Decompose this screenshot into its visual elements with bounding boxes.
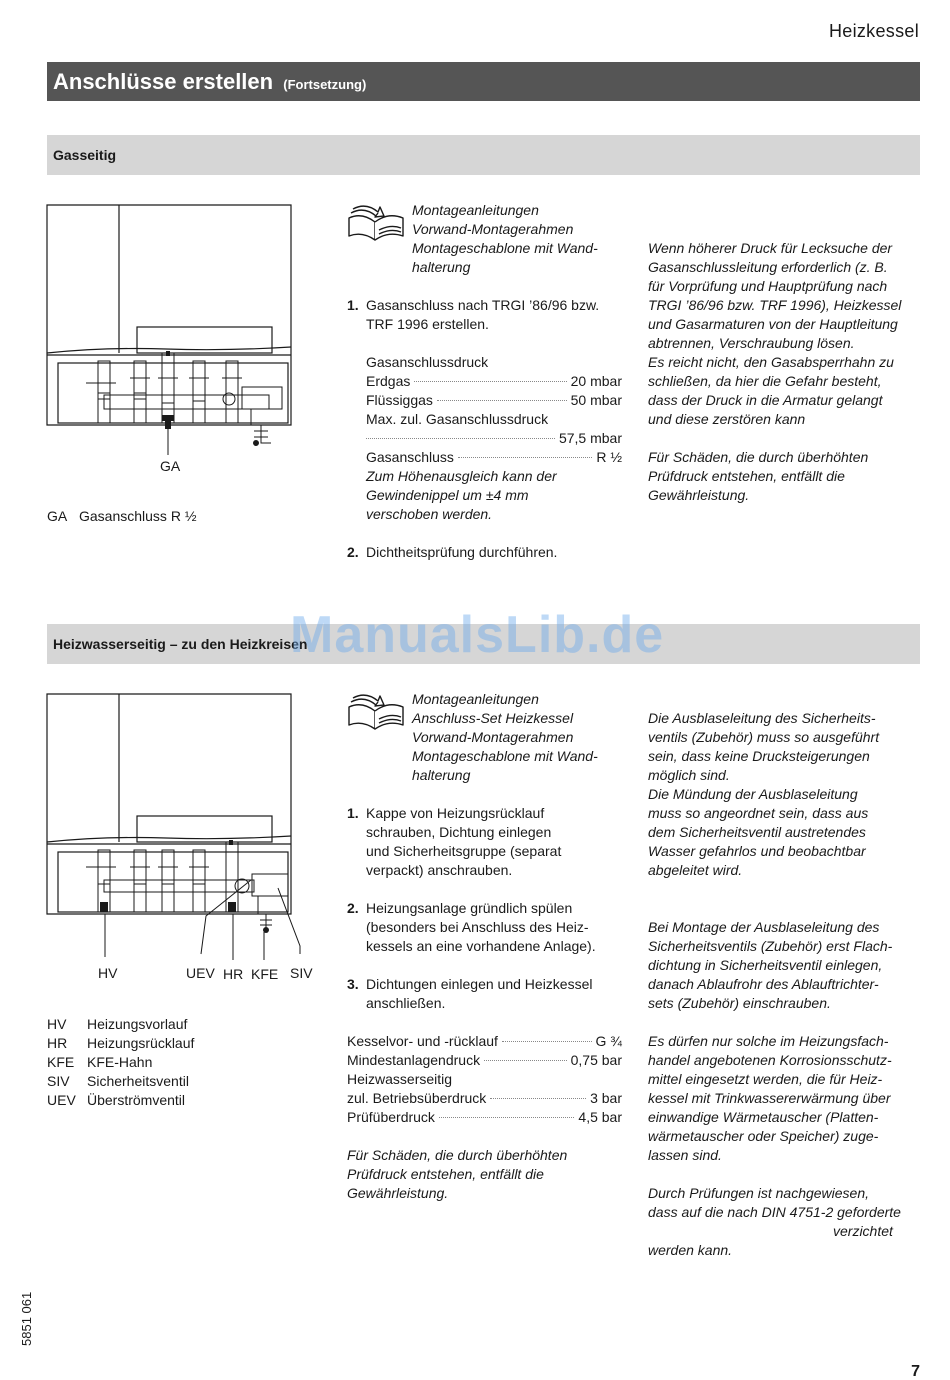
note-line: schließen, da hier die Gefahr besteht,	[648, 373, 882, 389]
step-text-line: Kappe von Heizungsrücklauf	[366, 805, 545, 821]
diagram-label-hr: HR	[223, 966, 244, 982]
page-subtitle: (Fortsetzung)	[283, 77, 367, 92]
spec-label: Kesselvor- und -rücklauf	[347, 1033, 498, 1049]
legend-text: Sicherheitsventil	[87, 1073, 189, 1089]
note-line: Die Mündung der Ausblaseleitung	[648, 786, 858, 802]
note-line: ventils (Zubehör) muss so ausgeführt	[648, 729, 880, 745]
note-line: verzichtet	[833, 1223, 893, 1239]
note-line: dass der Druck in die Armatur gelangt	[648, 392, 883, 408]
note-line: einwandige Wärmetauscher (Platten-	[648, 1109, 879, 1125]
step-1	[347, 296, 622, 524]
step-text-line: und Sicherheitsgruppe (separat	[366, 843, 562, 859]
step-number: 1.	[347, 297, 359, 313]
note-line: Bei Montage der Ausblaseleitung des	[648, 919, 880, 935]
water-notes	[648, 709, 933, 1260]
instructions-line: Montageanleitungen	[412, 202, 539, 218]
warranty-line: Prüfdruck entstehen, entfällt die	[347, 1166, 544, 1182]
gas-connection-diagram	[46, 203, 298, 475]
spec-betrieb	[347, 1089, 622, 1108]
pressure-heading: Gasanschlussdruck	[366, 354, 489, 370]
note-line: sets (Zubehör) einschrauben.	[648, 995, 831, 1011]
spec-label: Max. zul. Gasanschlussdruck	[366, 411, 549, 427]
step-text-line: (besonders bei Anschluss des Heiz-	[366, 919, 589, 935]
running-header: Heizkessel	[828, 21, 919, 41]
book-icon	[346, 689, 408, 731]
note-line: Es reicht nicht, den Gasabsperrhahn zu	[648, 354, 894, 370]
step-text-line: Dichtungen einlegen und Heizkessel	[366, 976, 593, 992]
step-text-line: TRF 1996 erstellen.	[366, 316, 489, 332]
gas-steps	[347, 296, 622, 562]
note-line: und Gasarmaturen von der Hauptleitung	[648, 316, 898, 332]
spec-value: 20 mbar	[570, 373, 622, 389]
legend-code: KFE	[47, 1054, 75, 1070]
legend-text: Überströmventil	[87, 1092, 186, 1108]
instructions-line: Vorwand-Montagerahmen	[412, 729, 574, 745]
legend-row	[47, 1034, 307, 1053]
note-line: für Vorprüfung und Hauptprüfung nach	[648, 278, 888, 294]
note-line: muss so angeordnet sein, dass aus	[648, 805, 869, 821]
note-line: möglich sind.	[648, 767, 730, 783]
note-line: dass auf die nach DIN 4751-2 geforderte	[648, 1204, 901, 1220]
legend-row	[47, 1015, 307, 1034]
gas-diagram-label: GA	[160, 458, 181, 474]
section-heading-gas: Gasseitig	[47, 135, 920, 175]
gas-notes	[648, 239, 933, 505]
note-line: Durch Prüfungen ist nachgewiesen,	[648, 1185, 870, 1201]
note-line: TRGI ’86/96 bzw. TRF 1996), Heizkessel	[648, 297, 902, 313]
step-note-line: verschoben werden.	[366, 506, 493, 522]
step-2	[347, 899, 622, 956]
step-number: 2.	[347, 544, 359, 560]
watermark: ManualsLib.de	[290, 606, 665, 664]
spec-label: zul. Betriebsüberdruck	[347, 1090, 487, 1106]
spec-mindest	[347, 1051, 622, 1070]
step-text-line: anschließen.	[366, 995, 446, 1011]
legend-row	[47, 1053, 307, 1072]
book-icon	[346, 200, 408, 242]
note-line: Die Ausblaseleitung des Sicherheits-	[648, 710, 876, 726]
water-connection-diagram	[46, 692, 318, 964]
spec-label: Gasanschluss	[366, 449, 454, 465]
spec-erdgas	[366, 372, 622, 391]
gas-instructions	[412, 201, 632, 277]
spec-label: Heizwasserseitig	[347, 1071, 453, 1087]
diagram-label-siv: SIV	[290, 965, 313, 981]
page-title: Anschlüsse erstellen	[53, 69, 274, 94]
water-steps	[347, 804, 622, 1203]
gas-legend	[47, 507, 307, 526]
legend-code: UEV	[47, 1092, 76, 1108]
spec-kessel	[347, 1032, 622, 1051]
section-heading-water: Heizwasserseitig – zu den Heizkreisen	[47, 624, 920, 664]
water-legend	[47, 1015, 307, 1110]
legend-text: KFE-Hahn	[87, 1054, 153, 1070]
legend-text: Heizungsrücklauf	[87, 1035, 195, 1051]
spec-fluessiggas	[366, 391, 622, 410]
spec-value: 57,5 mbar	[558, 430, 622, 446]
step-text-line: Gasanschluss nach TRGI ’86/96 bzw.	[366, 297, 600, 313]
document-code: 5851 061	[19, 1291, 34, 1346]
step-number: 1.	[347, 805, 359, 821]
legend-code: HV	[47, 1016, 67, 1032]
note-line: mittel eingesetzt werden, die für Heiz-	[648, 1071, 883, 1087]
step-text-line: kessels an eine vorhandene Anlage).	[366, 938, 596, 954]
page-title-bar	[47, 62, 920, 101]
note-line: kessel mit Trinkwassererwärmung über	[648, 1090, 891, 1106]
step-number: 2.	[347, 900, 359, 916]
step-text-line: verpackt) anschrauben.	[366, 862, 513, 878]
spec-pruef	[347, 1108, 622, 1127]
note-line: Gewährleistung.	[648, 487, 750, 503]
diagram-label-hv: HV	[98, 965, 118, 981]
spec-label: Erdgas	[366, 373, 411, 389]
step-text-line: schrauben, Dichtung einlegen	[366, 824, 552, 840]
step-1	[347, 804, 622, 880]
note-line: wärmetauscher oder Speicher) zuge-	[648, 1128, 879, 1144]
warranty-line: Für Schäden, die durch überhöhten	[347, 1147, 568, 1163]
note-line: und diese zerstören kann	[648, 411, 806, 427]
note-line: Prüfdruck entstehen, entfällt die	[648, 468, 845, 484]
spec-value: G ¾	[595, 1033, 622, 1049]
legend-row	[47, 1091, 307, 1110]
instructions-line: halterung	[412, 259, 471, 275]
spec-label: Flüssiggas	[366, 392, 433, 408]
note-line: danach Ablaufrohr des Ablauftrichter-	[648, 976, 879, 992]
spec-value: 4,5 bar	[578, 1109, 622, 1125]
legend-row	[47, 507, 307, 526]
legend-code: SIV	[47, 1073, 70, 1089]
step-note-line: Zum Höhenausgleich kann der	[366, 468, 557, 484]
note-line: lassen sind.	[648, 1147, 722, 1163]
legend-row	[47, 1072, 307, 1091]
instructions-line: Montageschablone mit Wand-	[412, 748, 598, 764]
warranty-line: Gewährleistung.	[347, 1185, 449, 1201]
note-line: abgeleitet wird.	[648, 862, 743, 878]
note-line: Wenn höherer Druck für Lecksuche der	[648, 240, 893, 256]
spec-label: Mindestanlagendruck	[347, 1052, 481, 1068]
step-note-line: Gewindenippel um ±4 mm	[366, 487, 529, 503]
note-line: handel angebotenen Korrosionsschutz-	[648, 1052, 892, 1068]
note-line: werden kann.	[648, 1242, 733, 1258]
note-line: Gasanschlussleitung erforderlich (z. B.	[648, 259, 888, 275]
note-line: Für Schäden, die durch überhöhten	[648, 449, 869, 465]
step-2	[347, 543, 622, 562]
step-text: Dichtheitsprüfung durchführen.	[366, 544, 558, 560]
page-number: 7	[911, 1363, 920, 1380]
instructions-line: halterung	[412, 767, 471, 783]
note-line: sein, dass keine Drucksteigerungen	[648, 748, 870, 764]
instructions-line: Vorwand-Montagerahmen	[412, 221, 574, 237]
instructions-line: Anschluss-Set Heizkessel	[412, 710, 574, 726]
spec-value: R ½	[596, 449, 622, 465]
spec-label: Prüfüberdruck	[347, 1109, 435, 1125]
spec-gasanschluss	[366, 448, 622, 467]
step-number: 3.	[347, 976, 359, 992]
instructions-line: Montageanleitungen	[412, 691, 539, 707]
diagram-label-uev: UEV	[186, 965, 215, 981]
legend-code: HR	[47, 1035, 68, 1051]
spec-value: 0,75 bar	[570, 1052, 622, 1068]
note-line: Wasser gefahrlos und beobachtbar	[648, 843, 866, 859]
instructions-line: Montageschablone mit Wand-	[412, 240, 598, 256]
spec-value: 50 mbar	[570, 392, 622, 408]
note-line: dem Sicherheitsventil austretendes	[648, 824, 866, 840]
note-line: dichtung in Sicherheitsventil einlegen,	[648, 957, 883, 973]
legend-text: Heizungsvorlauf	[87, 1016, 188, 1032]
spec-value: 3 bar	[590, 1090, 622, 1106]
legend-code: GA	[47, 508, 68, 524]
note-line: Es dürfen nur solche im Heizungsfach-	[648, 1033, 889, 1049]
water-instructions	[412, 690, 632, 785]
spec-max-pressure	[366, 429, 622, 448]
step-3	[347, 975, 622, 1013]
step-text-line: Heizungsanlage gründlich spülen	[366, 900, 573, 916]
legend-text: Gasanschluss R ½	[79, 508, 197, 524]
diagram-label-kfe: KFE	[251, 966, 279, 982]
note-line: abtrennen, Verschraubung lösen.	[648, 335, 855, 351]
note-line: Sicherheitsventils (Zubehör) erst Flach-	[648, 938, 893, 954]
